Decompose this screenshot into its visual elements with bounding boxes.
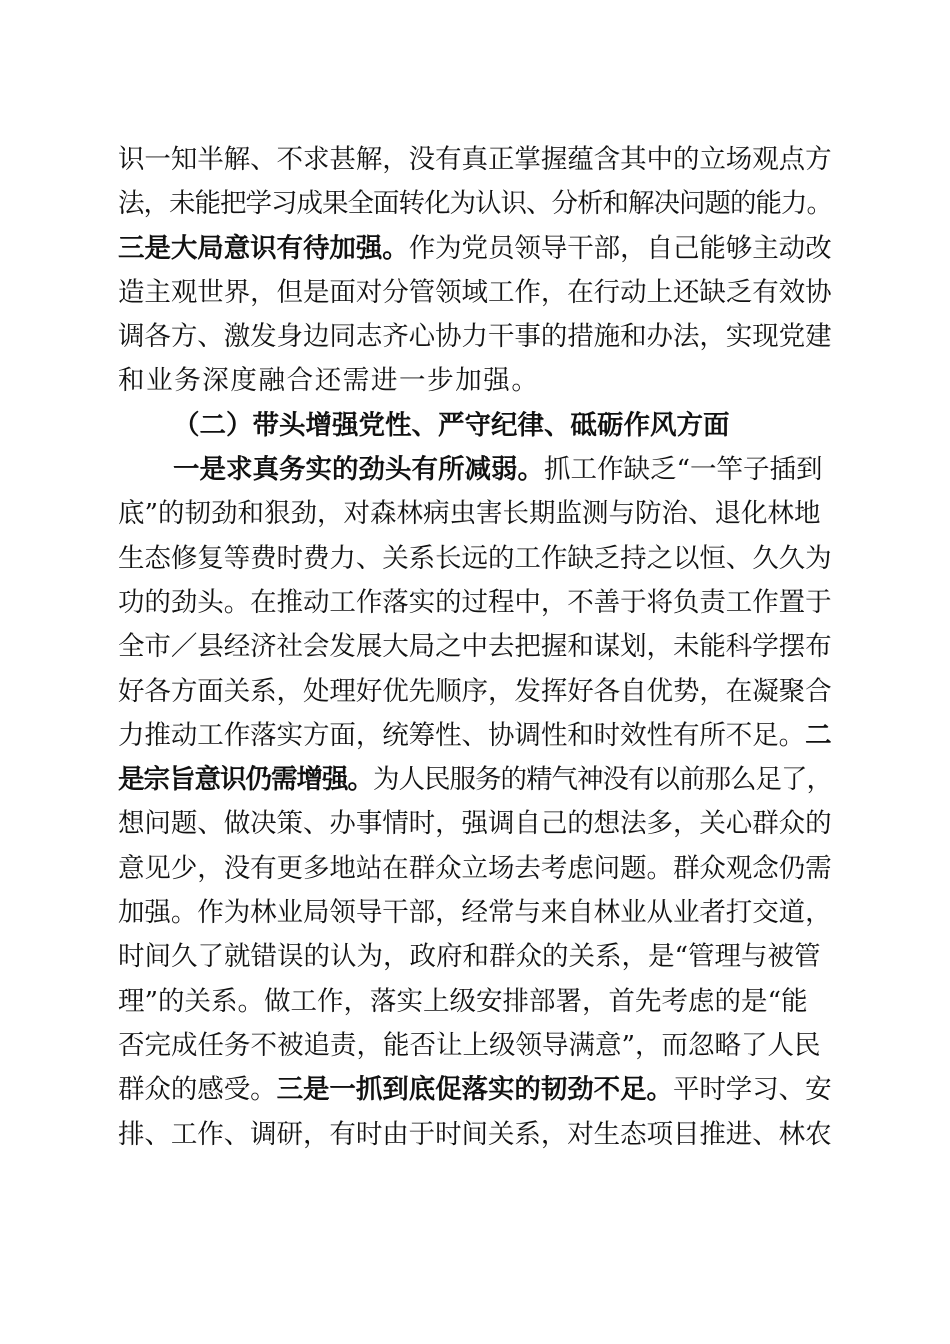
text-run: 功的劲头。在推动工作落实的过程中，不善于将负责工作置于 <box>118 586 832 618</box>
text-line <box>118 670 832 714</box>
text-line <box>118 138 832 182</box>
text-run: 否完成任务不被追责，能否让上级领导满意”，而忽略了人民 <box>118 1029 821 1061</box>
text-run: 理”的关系。做工作，落实上级安排部署，首先考虑的是“能 <box>118 985 808 1017</box>
text-line <box>118 271 832 315</box>
text-line <box>118 714 832 758</box>
bold-phrase: 二 <box>805 719 832 751</box>
text-run: 造主观世界，但是面对分管领域工作，在行动上还缺乏有效协 <box>118 276 832 308</box>
bold-phrase: （二）带头增强党性、严守纪律、砥砺作风方面 <box>173 409 730 441</box>
text-run: 识一知半解、不求甚解，没有真正掌握蕴含其中的立场观点方 <box>118 144 832 175</box>
text-run: 作为党员领导干部，自己能够主动改 <box>408 232 832 264</box>
section-heading <box>118 404 832 448</box>
text-run: 平时学习、安 <box>672 1074 832 1106</box>
text-run: 调各方、激发身边同志齐心协力干事的措施和办法，实现党建 <box>118 321 832 353</box>
text-run: 加强。作为林业局领导干部，经常与来自林业从业者打交道， <box>118 897 832 929</box>
text-run: 排、工作、调研，有时由于时间关系，对生态项目推进、林农 <box>118 1118 832 1150</box>
text-line <box>118 980 832 1024</box>
text-line <box>118 1068 832 1112</box>
text-run: 法，未能把学习成果全面转化为认识、分析和解决问题的能力。 <box>118 188 832 220</box>
text-run: 好各方面关系，处理好优先顺序，发挥好各自优势，在凝聚合 <box>118 675 832 707</box>
text-run: 生态修复等费时费力、关系长远的工作缺乏持之以恒、久久为 <box>118 542 832 574</box>
text-line <box>118 448 832 492</box>
text-run: 想问题、做决策、办事情时，强调自己的想法多，关心群众的 <box>118 808 832 840</box>
text-line <box>118 847 832 891</box>
text-line <box>118 891 832 935</box>
text-line <box>118 359 832 403</box>
text-line <box>118 625 832 669</box>
bold-phrase: 是宗旨意识仍需增强。 <box>118 764 373 796</box>
text-run: 为人民服务的精气神没有以前那么足了， <box>373 764 832 796</box>
text-run: 力推动工作落实方面，统筹性、协调性和时效性有所不足。 <box>118 719 806 751</box>
text-run: 全市／县经济社会发展大局之中去把握和谋划，未能科学摆布 <box>118 631 832 663</box>
text-line <box>118 492 832 536</box>
text-run: 群众的感受。 <box>118 1074 277 1106</box>
text-line <box>118 182 832 226</box>
text-line <box>118 758 832 802</box>
text-line <box>118 935 832 979</box>
bold-phrase: 三是一抓到底促落实的韧劲不足。 <box>276 1074 673 1106</box>
text-line <box>118 802 832 846</box>
text-run: 抓工作缺乏“一竿子插到 <box>544 454 823 486</box>
text-line <box>118 1024 832 1068</box>
text-line <box>118 1113 832 1157</box>
text-run: 意见少，没有更多地站在群众立场去考虑问题。群众观念仍需 <box>118 852 832 884</box>
text-run: 时间久了就错误的认为，政府和群众的关系，是“管理与被管 <box>118 941 821 973</box>
text-line <box>118 227 832 271</box>
text-line <box>118 315 832 359</box>
text-line <box>118 537 832 581</box>
text-line <box>118 581 832 625</box>
document-body <box>118 138 832 1157</box>
bold-phrase: 三是大局意识有待加强。 <box>118 232 409 264</box>
text-run: 底”的韧劲和狠劲，对森林病虫害长期监测与防治、退化林地 <box>118 498 821 530</box>
bold-phrase: 一是求真务实的劲头有所减弱。 <box>173 454 544 486</box>
text-run: 和业务深度融合还需进一步加强。 <box>118 365 540 397</box>
